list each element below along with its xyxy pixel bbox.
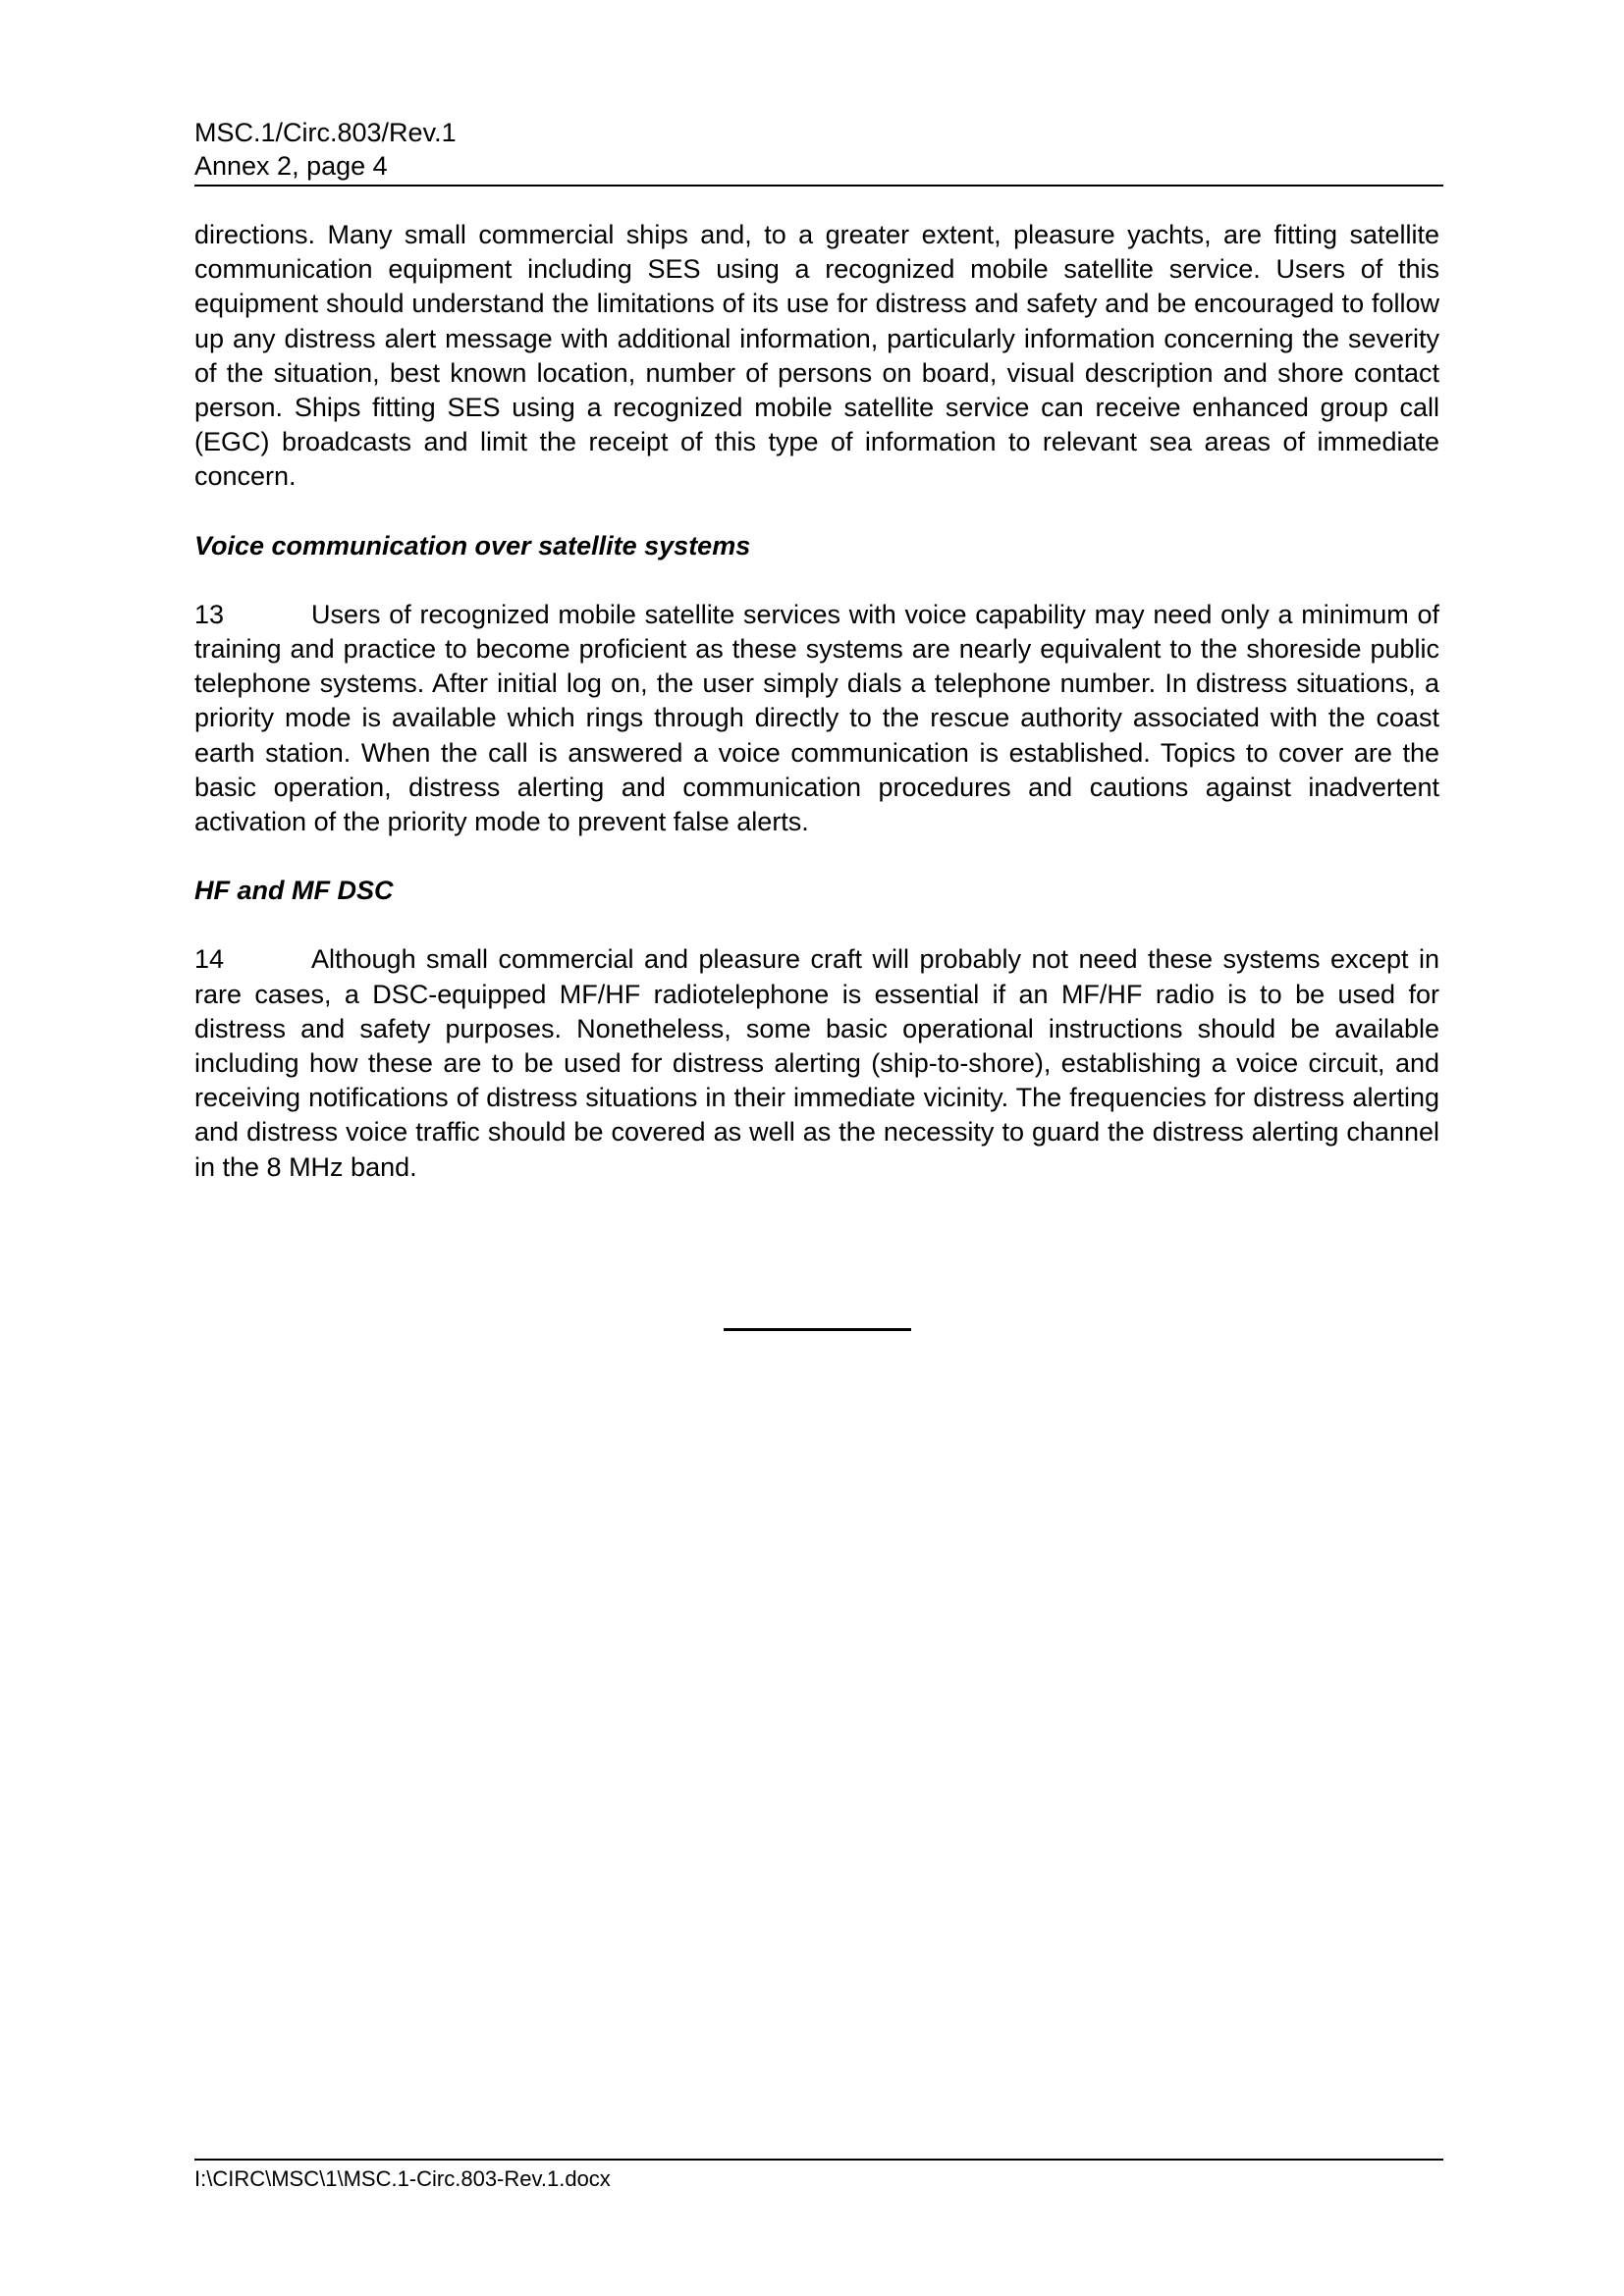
end-of-document-rule xyxy=(724,1328,911,1331)
paragraph-text: Although small commercial and pleasure craft will probably not need these systems except in rare cases, a DSC-equipped MF/HF radiotelephone is essential if an MF/HF radio is to be used for distress and safety purposes. Nonetheless, some basic operational instructions should be available including how these are to be used for distress alerting (ship-to-shore), establishing a voice circuit, and receiving notifications of distress situations in their immediate vicinity. The frequencies for distress alerting and distress voice traffic should be covered as well as the necessity to guard the distress alerting channel in the 8 MHz band. xyxy=(194,944,1439,1182)
footer-file-path: I:\CIRC\MSC\1\MSC.1-Circ.803-Rev.1.docx xyxy=(194,2166,611,2191)
paragraph-number: 14 xyxy=(194,944,225,975)
header-divider xyxy=(194,185,1443,187)
page-reference: Annex 2, page 4 xyxy=(194,151,388,181)
paragraph-text: Users of recognized mobile satellite services with voice capability may need only a minimum of training and practice to become proficient as these systems are nearly equivalent to the shoreside public telephone systems. After initial log on, the user simply dials a telephone number. In distress situations, a priority mode is available which rings through directly to the rescue authority associated with the coast earth station. When the call is answered a voice communication is established. Topics to cover are the basic operation, distress alerting and communication procedures and cautions against inadvertent activation of the priority mode to prevent false alerts. xyxy=(194,599,1439,837)
page-header xyxy=(194,116,1443,183)
paragraph-number: 13 xyxy=(194,599,225,629)
section-heading-voice-communication: Voice communication over satellite systems xyxy=(194,530,751,561)
footer-divider xyxy=(194,2159,1443,2161)
section-heading-hf-mf-dsc: HF and MF DSC xyxy=(194,876,394,906)
continued-paragraph: directions. Many small commercial ships and, to a greater extent, pleasure yachts, are fitting satellite communication equipment including SES using a recognized mobile satellite service. Users of this equipment should understand the limitations of its use for distress and safety and be encouraged to follow up any distress alert message with additional information, particularly information concerning the severity of the situation, best known location, number of persons on board, visual description and shore contact person. Ships fitting SES using a recognized mobile satellite service can receive enhanced group call (EGC) broadcasts and limit the receipt of this type of information to relevant sea areas of immediate concern. xyxy=(194,220,1439,492)
paragraph-14 xyxy=(194,942,1439,1184)
document-body xyxy=(194,218,1439,1185)
document-reference: MSC.1/Circ.803/Rev.1 xyxy=(194,118,457,147)
paragraph-13 xyxy=(194,598,1439,839)
